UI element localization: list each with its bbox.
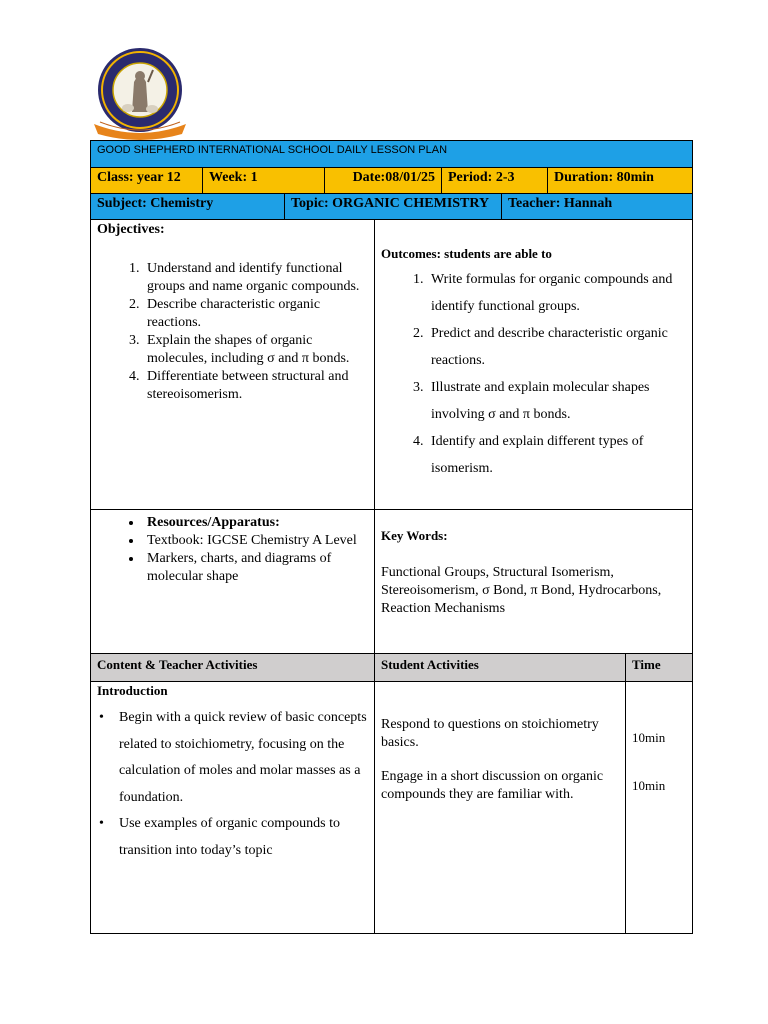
teacher-activities-cell [91, 682, 374, 933]
objective-item: 4. Differentiate between structural and stereoisomerism. [143, 368, 368, 404]
resources-cell [91, 510, 374, 653]
outcomes-list [381, 266, 686, 482]
outcomes-heading: Outcomes: students are able to [381, 246, 552, 261]
teacher-activities-list [97, 705, 368, 864]
outcomes-cell [374, 220, 692, 509]
date-cell: Date:08/01/25 [324, 168, 441, 193]
duration-cell: Duration: 80min [547, 168, 692, 193]
objective-item: 3. Explain the shapes of organic molecules, including σ and π bonds. [143, 332, 368, 368]
teacher-cell: Teacher: Hannah [501, 194, 692, 219]
week-cell: Week: 1 [202, 168, 324, 193]
topic-cell [284, 194, 501, 219]
time-value: 10min [632, 778, 666, 793]
keywords-cell [374, 510, 692, 653]
objectives-outcomes-row [90, 220, 693, 510]
lesson-plan-table [90, 140, 693, 934]
student-activities-header: Student Activities [374, 654, 625, 681]
plan-title-row [90, 140, 693, 168]
resources-keywords-row [90, 510, 693, 654]
outcome-item: 2. Predict and describe characteristic organic reactions. [427, 320, 686, 374]
keywords-text: Functional Groups, Structural Isomerism, Stereoisomerism, σ Bond, π Bond, Hydrocarbons, Reaction Mechanisms [381, 565, 662, 616]
resources-heading: • Resources/Apparatus: [143, 514, 368, 532]
time-value: 10min [632, 730, 666, 745]
objective-item: 2. Describe characteristic organic reactions. [143, 296, 368, 332]
time-header: Time [625, 654, 692, 681]
objectives-cell [91, 220, 374, 509]
activities-content-row [90, 682, 693, 934]
student-activity-item: Engage in a short discussion on organic compounds they are familiar with. [381, 769, 604, 802]
student-activities-cell [374, 682, 625, 933]
teacher-activity-item: • Begin with a quick review of basic concepts related to stoichiometry, focusing on the calculation of moles and molar masses as a foundation. [97, 705, 368, 811]
keywords-heading: Key Words: [381, 528, 448, 543]
student-activity-item: Respond to questions on stoichiometry basics. [381, 717, 599, 750]
outcome-item: 1. Write formulas for organic compounds and identify functional groups. [427, 266, 686, 320]
objectives-heading: Objectives: [97, 222, 165, 237]
teacher-activity-item: • Use examples of organic compounds to transition into today’s topic [97, 811, 368, 864]
subject-cell: Subject: Chemistry [97, 196, 214, 211]
outcome-item: 3. Illustrate and explain molecular shapes involving σ and π bonds. [427, 374, 686, 428]
objective-item: 1. Understand and identify functional groups and name organic compounds. [143, 260, 368, 296]
outcome-item: 4. Identify and explain different types of isomerism. [427, 428, 686, 482]
objectives-list [97, 260, 368, 404]
period-cell: Period: 2-3 [441, 168, 547, 193]
school-logo [90, 42, 190, 140]
resource-item: • Markers, charts, and diagrams of molecular shape [143, 550, 368, 586]
activities-header-row [90, 654, 693, 682]
class-info-row [90, 168, 693, 194]
resource-item: • Textbook: IGCSE Chemistry A Level [143, 532, 368, 550]
teacher-activities-header: Content & Teacher Activities [97, 657, 258, 672]
introduction-heading: Introduction [97, 683, 168, 698]
topic-text: Topic: ORGANIC CHEMISTRY [291, 196, 490, 211]
subject-row [90, 194, 693, 220]
time-cell [625, 682, 692, 933]
plan-title: GOOD SHEPHERD INTERNATIONAL SCHOOL DAILY LESSON PLAN [97, 144, 448, 156]
class-cell: Class: year 12 [97, 170, 181, 185]
resources-list [97, 514, 368, 586]
